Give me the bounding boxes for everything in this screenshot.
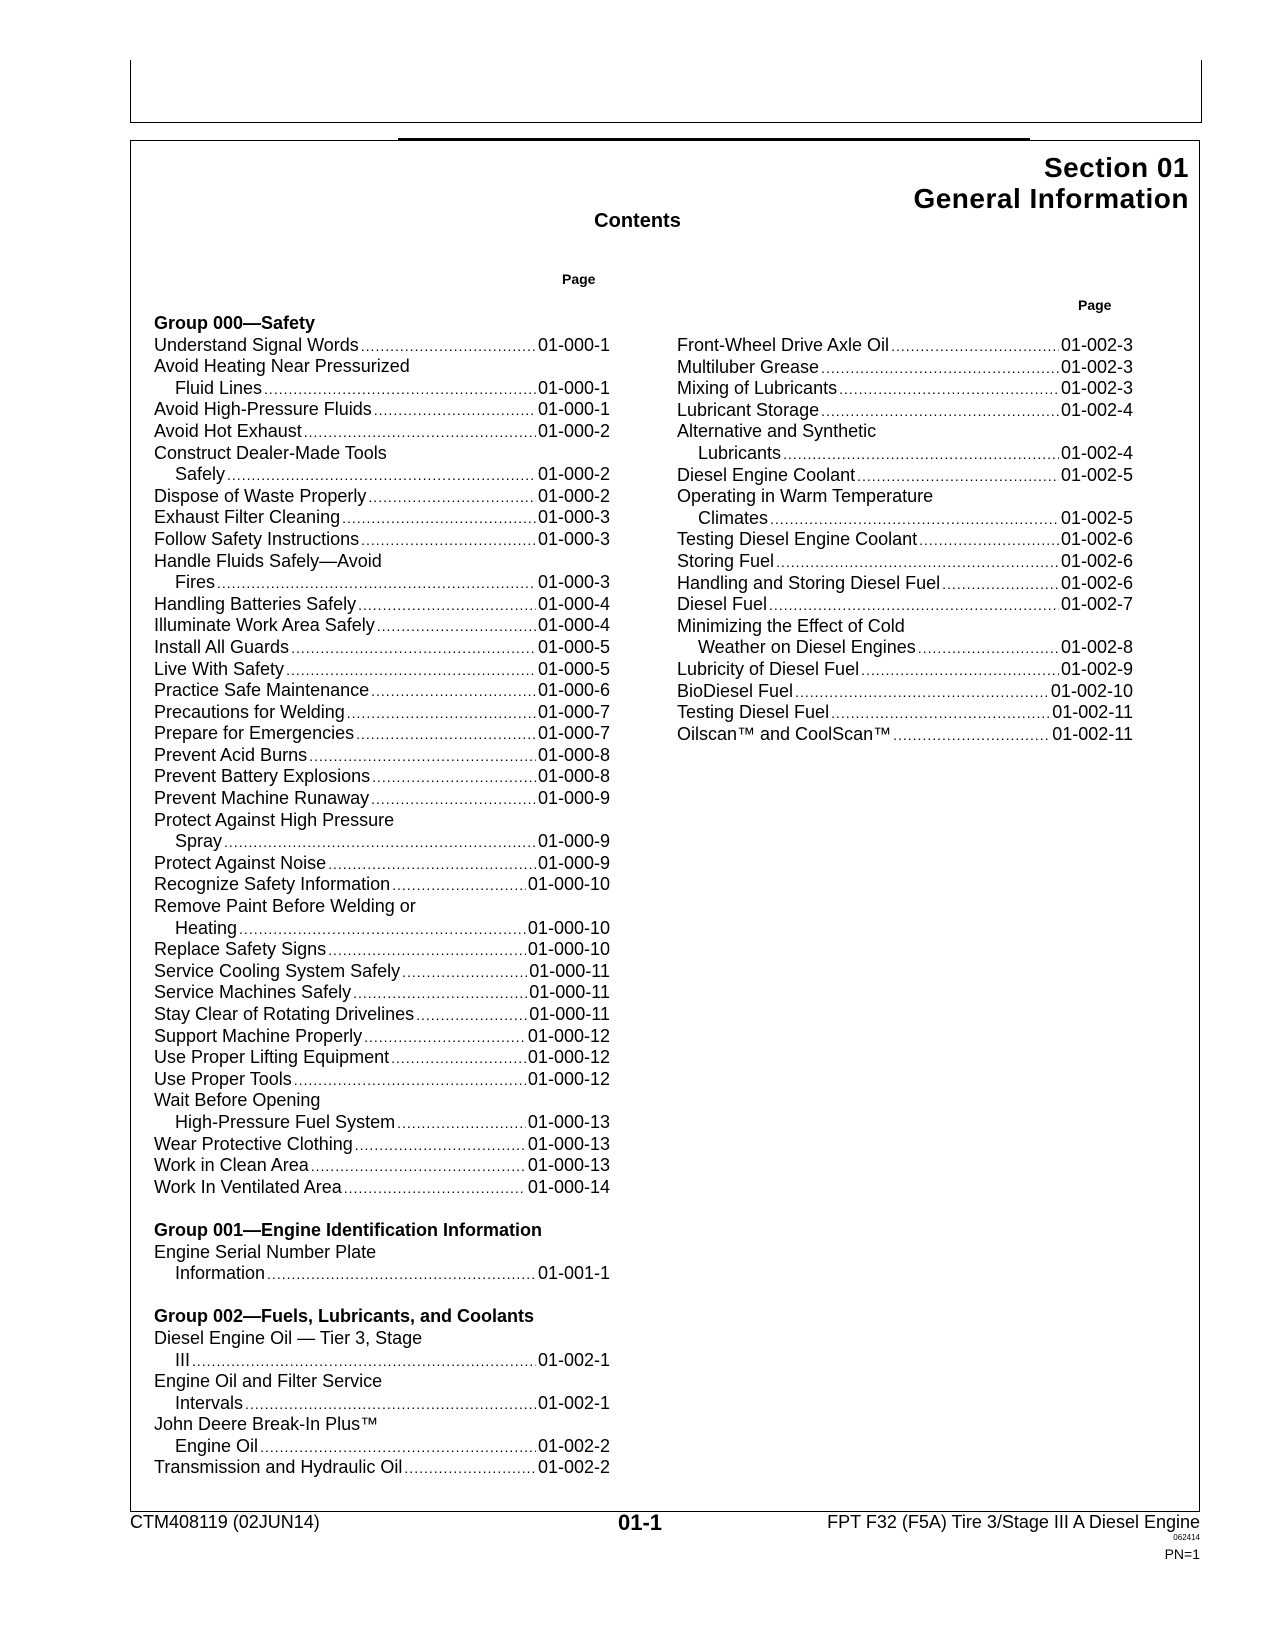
toc-entry[interactable] [677,443,1133,465]
toc-entry[interactable] [154,831,610,853]
toc-entry-title: Spray [175,831,223,852]
toc-entry-page: 01-002-1 [537,1349,610,1370]
toc-entry[interactable] [154,421,610,443]
toc-entry-title-line: Remove Paint Before Welding or [154,896,416,917]
toc-entry[interactable] [677,378,1133,400]
toc-entry-title: Diesel Engine Coolant [677,464,856,485]
toc-entry-title: Use Proper Tools [154,1068,292,1089]
dot-leader [821,358,1059,380]
toc-entry-page: 01-002-9 [1060,658,1133,679]
toc-entry-page: 01-000-11 [529,1004,610,1024]
toc-entry[interactable] [154,378,610,400]
toc-entry-title: Illuminate Work Area Safely [154,615,375,636]
toc-entry-title-line: Avoid Heating Near Pressurized [154,356,410,377]
toc-entry[interactable] [154,507,610,529]
dot-leader [857,466,1059,488]
toc-entry[interactable] [154,1436,610,1458]
toc-entry[interactable] [677,594,1133,616]
toc-entry-page: 01-000-1 [537,399,610,420]
toc-entry[interactable] [154,486,610,508]
dot-leader [342,508,536,530]
toc-entry-page: 01-000-1 [537,377,610,398]
toc-entry-title-line: Engine Serial Number Plate [154,1241,377,1262]
toc-entry-page: 01-000-5 [537,658,610,679]
toc-entry-title: Fires [175,572,215,593]
toc-entry-page: 01-002-11 [1052,723,1133,744]
toc-entry-page: 01-000-4 [537,615,610,636]
dot-leader [893,725,1050,747]
toc-entry-title: Follow Safety Instructions [154,528,360,549]
toc-entry[interactable] [154,1177,610,1199]
dot-leader [344,1178,526,1200]
toc-entry[interactable] [677,659,1133,681]
toc-entry-page: 01-000-10 [527,917,610,938]
toc-entry-page: 01-000-4 [537,593,610,614]
toc-entry-page: 01-000-9 [537,852,610,873]
dot-leader [267,1264,536,1286]
toc-entry-title: Diesel Fuel [677,594,768,615]
dot-leader [391,1048,526,1070]
toc-entry-page: 01-002-11 [1052,702,1133,723]
toc-entry[interactable] [154,335,610,357]
toc-entry-title: Wear Protective Clothing [154,1133,353,1154]
dot-leader [795,682,1049,704]
toc-entry-page: 01-000-9 [537,788,610,809]
dot-leader [356,724,536,746]
toc-entry[interactable] [677,702,1133,724]
toc-entry-title: Lubricity of Diesel Fuel [677,658,860,679]
toc-entry-title: Work In Ventilated Area [154,1176,342,1197]
toc-entry[interactable] [677,357,1133,379]
toc-entry-page: 01-002-5 [1060,464,1133,485]
toc-entry-title: Testing Diesel Fuel [677,702,830,723]
header-rule [398,138,1030,141]
dot-leader [397,1113,526,1135]
dot-leader [821,401,1059,423]
toc-entry[interactable] [154,659,610,681]
dot-leader [260,1437,536,1459]
toc-entry[interactable] [154,1457,610,1479]
toc-entry[interactable] [154,982,610,1004]
toc-entry-page: 01-002-2 [537,1457,610,1478]
dot-leader [353,983,527,1005]
toc-entry-page: 01-000-3 [537,507,610,528]
section-name: General Information [913,183,1189,214]
dot-leader [839,379,1059,401]
toc-entry-page: 01-002-6 [1060,550,1133,571]
group-heading: Group 001—Engine Identification Information [154,1219,543,1240]
toc-entry[interactable] [154,1047,610,1069]
toc-entry[interactable] [154,680,610,702]
dot-leader [831,703,1050,725]
toc-entry-title: Oilscan™ and CoolScan™ [677,723,892,744]
toc-entry-title: Handling Batteries Safely [154,593,357,614]
dot-leader [783,444,1059,466]
toc-entry-page: 01-001-1 [537,1263,610,1284]
toc-entry-title: Stay Clear of Rotating Drivelines [154,1004,415,1024]
dot-leader [264,379,536,401]
toc-entry-title: Protect Against Noise [154,852,327,873]
dot-leader [918,638,1059,660]
toc-entry-title: Work in Clean Area [154,1155,309,1176]
dot-leader [304,422,536,444]
dot-leader [861,660,1059,682]
dot-leader [328,940,526,962]
toc-entry-title: Handling and Storing Diesel Fuel [677,572,941,593]
toc-entry[interactable] [677,551,1133,573]
toc-entry-title: Fluid Lines [175,377,263,398]
toc-entry[interactable] [154,788,610,810]
toc-entry[interactable] [154,1350,610,1372]
toc-entry-page: 01-000-13 [527,1133,610,1154]
toc-entry[interactable] [154,1004,610,1026]
toc-entry-title: High-Pressure Fuel System [175,1111,396,1132]
dot-leader [776,552,1059,574]
date-code: 062414 [1173,1533,1200,1542]
toc-entry-page: 01-000-1 [537,334,610,355]
toc-left-column [154,313,610,1479]
toc-entry-page: 01-000-7 [537,701,610,722]
toc-entry[interactable] [154,1134,610,1156]
toc-entry[interactable] [154,637,610,659]
toc-entry[interactable] [677,637,1133,659]
toc-entry[interactable] [677,465,1133,487]
group-heading: Group 000—Safety [154,313,316,333]
toc-entry[interactable] [677,681,1133,703]
group-spacer [154,1198,610,1220]
toc-right-column [677,335,1133,745]
toc-entry-title: BioDiesel Fuel [677,680,794,701]
toc-entry-title: Information [175,1263,266,1284]
group-heading: Group 002—Fuels, Lubricants, and Coolants [154,1306,535,1327]
toc-entry-title-line: Alternative and Synthetic [677,421,877,442]
toc-entry-title: Prevent Machine Runaway [154,788,370,809]
dot-leader [309,746,536,768]
toc-entry-page: 01-002-2 [537,1435,610,1456]
toc-entry-title: Lubricants [698,442,782,463]
toc-entry[interactable] [154,961,610,983]
dot-leader [291,638,536,660]
toc-entry-title: Understand Signal Words [154,334,359,355]
dot-leader [355,1135,526,1157]
toc-entry-page: 01-000-10 [527,939,610,960]
toc-entry-page: 01-000-3 [537,528,610,549]
dot-leader [328,854,536,876]
toc-entry-title: Front-Wheel Drive Axle Oil [677,335,890,355]
toc-entry-title: Practice Safe Maintenance [154,680,370,701]
toc-entry[interactable] [154,529,610,551]
toc-entry-page: 01-002-4 [1060,399,1133,420]
section-number: Section 01 [1043,152,1189,183]
toc-entry-title-line: Wait Before Opening [154,1090,321,1111]
dot-leader [239,919,526,941]
toc-entry-page: 01-002-6 [1060,572,1133,593]
dot-leader [371,681,536,703]
contents-heading: Contents [594,210,681,232]
page-label-left: Page [562,271,596,287]
toc-entry[interactable] [154,745,610,767]
dot-leader [364,1027,526,1049]
toc-entry[interactable] [154,572,610,594]
toc-entry-page: 01-002-8 [1060,637,1133,658]
group-spacer [154,1285,610,1307]
toc-entry-title: Avoid High-Pressure Fluids [154,399,372,420]
toc-entry-page: 01-000-3 [537,572,610,593]
toc-entry-page: 01-000-13 [527,1111,610,1132]
toc-entry[interactable] [154,615,610,637]
dot-leader [416,1005,527,1027]
dot-leader [311,1156,526,1178]
toc-entry[interactable] [677,508,1133,530]
dot-leader [374,400,536,422]
toc-entry-title-line: Construct Dealer-Made Tools [154,442,387,463]
toc-entry-title: Recognize Safety Information [154,874,391,895]
toc-entry-title: Service Cooling System Safely [154,960,401,981]
toc-entry-page: 01-000-2 [537,485,610,506]
toc-entry-page: 01-000-12 [527,1047,610,1068]
header-box [130,60,1202,123]
toc-entry-title: Mixing of Lubricants [677,378,838,399]
toc-entry-page: 01-002-7 [1060,594,1133,615]
toc-entry[interactable] [154,874,610,896]
toc-entry[interactable] [154,723,610,745]
toc-entry[interactable] [154,1155,610,1177]
toc-entry-page: 01-002-3 [1060,356,1133,377]
engine-title: FPT F32 (F5A) Tire 3/Stage III A Diesel Engine [827,1512,1200,1532]
dot-leader [245,1394,536,1416]
toc-entry[interactable] [677,529,1133,551]
dot-leader [347,703,536,725]
page-label-right: Page [1078,297,1112,313]
toc-entry-page: 01-000-6 [537,680,610,701]
toc-entry-page: 01-000-8 [537,744,610,765]
document-id: CTM408119 (02JUN14) [130,1512,320,1532]
dot-leader [368,487,536,509]
toc-entry[interactable] [154,918,610,940]
toc-entry-title: Live With Safety [154,658,285,679]
section-title [913,152,1189,214]
toc-entry[interactable] [154,1112,610,1134]
toc-entry-title: Lubricant Storage [677,399,820,420]
toc-entry-page: 01-002-3 [1060,335,1133,355]
toc-entry[interactable] [154,464,610,486]
toc-entry-title: Multiluber Grease [677,356,820,377]
toc-entry[interactable] [154,1026,610,1048]
toc-entry-title: Support Machine Properly [154,1025,363,1046]
toc-entry[interactable] [154,1069,610,1091]
toc-entry-title: Use Proper Lifting Equipment [154,1047,390,1068]
toc-entry-title-line: Handle Fluids Safely—Avoid [154,550,382,571]
dot-leader [392,875,526,897]
toc-entry-title: Transmission and Hydraulic Oil [154,1457,403,1478]
toc-entry-page: 01-002-4 [1060,442,1133,463]
dot-leader [294,1070,526,1092]
dot-leader [377,616,536,638]
toc-entry-title: Intervals [175,1392,244,1413]
toc-entry-title: Precautions for Welding [154,701,345,722]
toc-entry-title: III [175,1349,191,1370]
dot-leader [361,530,536,552]
toc-entry-title-line: Operating in Warm Temperature [677,486,934,507]
dot-leader [942,574,1059,596]
toc-entry-title: Heating [175,917,238,938]
page-pn: PN=1 [1164,1546,1200,1562]
toc-entry-page: 01-000-12 [527,1068,610,1089]
toc-entry[interactable] [154,939,610,961]
toc-entry-page: 01-000-5 [537,636,610,657]
toc-entry-page: 01-002-6 [1060,529,1133,550]
toc-entry-title: Storing Fuel [677,550,775,571]
toc-entry[interactable] [154,1393,610,1415]
toc-entry-title-line: John Deere Break-In Plus™ [154,1414,379,1435]
dot-leader [919,530,1059,552]
toc-entry[interactable] [677,335,1133,357]
toc-entry[interactable] [154,1263,610,1285]
toc-entry-page: 01-000-11 [529,960,610,981]
toc-entry-page: 01-000-9 [537,831,610,852]
toc-entry-page: 01-000-13 [527,1155,610,1176]
toc-entry-title-line: Minimizing the Effect of Cold [677,615,905,636]
toc-entry-title-line: Diesel Engine Oil — Tier 3, Stage [154,1327,423,1348]
toc-entry[interactable] [154,853,610,875]
dot-leader [361,336,536,358]
dot-leader [227,465,536,487]
toc-entry-title: Dispose of Waste Properly [154,485,367,506]
dot-leader [769,595,1059,617]
toc-entry-page: 01-000-12 [527,1025,610,1046]
toc-entry-page: 01-002-5 [1060,507,1133,528]
toc-entry[interactable] [677,724,1133,746]
toc-entry[interactable] [677,400,1133,422]
page-number: 01-1 [618,1510,663,1535]
toc-entry-page: 01-000-10 [527,874,610,895]
toc-entry-title: Engine Oil [175,1435,259,1456]
dot-leader [404,1458,536,1480]
toc-entry-title: Climates [698,507,769,528]
toc-entry[interactable] [154,702,610,724]
toc-entry-title-line: Protect Against High Pressure [154,809,395,830]
toc-entry-page: 01-000-2 [537,464,610,485]
toc-entry[interactable] [154,399,610,421]
toc-entry-title: Service Machines Safely [154,982,352,1003]
toc-entry-page: 01-000-11 [529,982,610,1003]
dot-leader [192,1351,536,1373]
toc-entry-title: Safely [175,464,226,485]
dot-leader [224,832,536,854]
dot-leader [372,767,536,789]
toc-entry-title: Prevent Acid Burns [154,744,308,765]
toc-entry[interactable] [677,573,1133,595]
dot-leader [371,789,536,811]
toc-entry-page: 01-000-14 [527,1176,610,1197]
toc-entry-title: Install All Guards [154,636,290,657]
dot-leader [770,509,1059,531]
toc-entry-title: Testing Diesel Engine Coolant [677,529,918,550]
toc-entry-page: 01-002-1 [537,1392,610,1413]
toc-entry-page: 01-002-10 [1050,680,1133,701]
toc-entry-title-line: Engine Oil and Filter Service [154,1371,383,1392]
dot-leader [358,595,536,617]
dot-leader [402,962,527,984]
dot-leader [891,336,1059,358]
toc-entry-title: Avoid Hot Exhaust [154,420,302,441]
dot-leader [286,660,536,682]
toc-entry-page: 01-000-7 [537,723,610,744]
toc-entry-page: 01-000-2 [537,420,610,441]
toc-entry-title: Prevent Battery Explosions [154,766,371,787]
dot-leader [217,573,536,595]
toc-entry[interactable] [154,766,610,788]
toc-entry-title: Exhaust Filter Cleaning [154,507,341,528]
toc-entry[interactable] [154,594,610,616]
toc-entry-title: Replace Safety Signs [154,939,327,960]
toc-entry-page: 01-000-8 [537,766,610,787]
toc-entry-page: 01-002-3 [1060,378,1133,399]
toc-entry-title: Prepare for Emergencies [154,723,355,744]
toc-entry-title: Weather on Diesel Engines [698,637,916,658]
